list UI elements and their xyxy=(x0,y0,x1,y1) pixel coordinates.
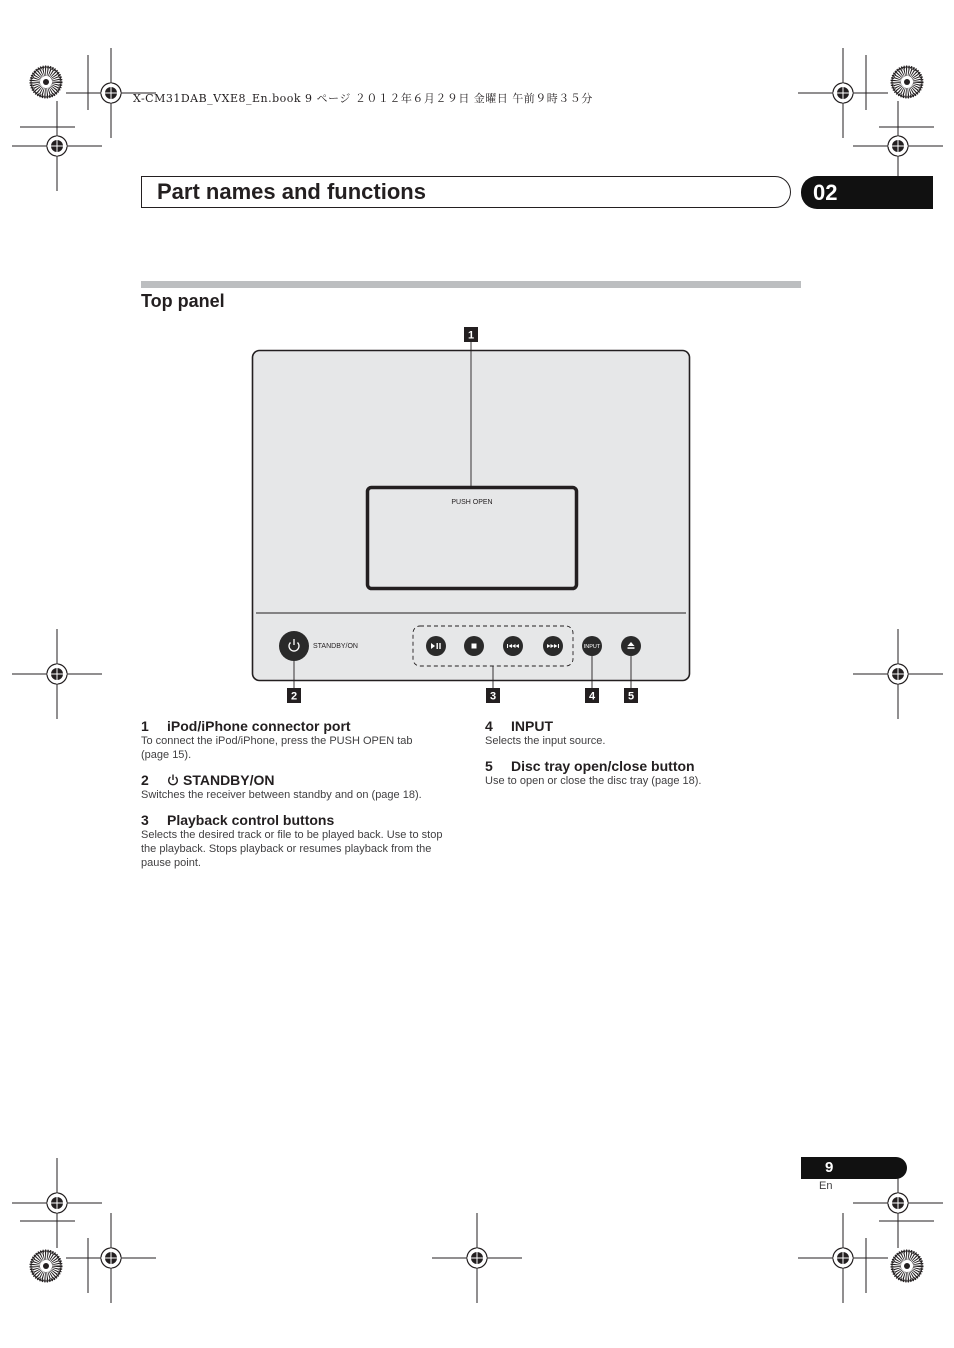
svg-text:2: 2 xyxy=(290,690,298,703)
item-4 xyxy=(485,718,801,748)
item-4-number: 4 xyxy=(485,718,493,734)
section-rule xyxy=(141,281,801,288)
item-3-description: Selects the desired track or file to be played back. Use to stop the playback. Stops playback or resumes playback from the pause point. xyxy=(141,829,443,869)
chapter-title: Part names and functions xyxy=(157,179,426,204)
skip-back-button[interactable] xyxy=(503,636,523,656)
skip-forward-button[interactable] xyxy=(543,636,563,656)
callout-1 xyxy=(464,327,478,342)
item-2-number: 2 xyxy=(141,772,149,788)
svg-text:1: 1 xyxy=(467,329,475,342)
item-4-title-row xyxy=(485,718,801,734)
item-1-number: 1 xyxy=(141,718,149,734)
section-heading: Top panel xyxy=(141,291,225,311)
input-button-label: INPUT xyxy=(583,644,601,650)
registration-star-bottom-left xyxy=(31,1251,61,1281)
item-5-title-row xyxy=(485,758,801,774)
item-5-title: Disc tray open/close button xyxy=(511,758,695,774)
svg-text:3: 3 xyxy=(489,690,497,703)
item-1 xyxy=(141,718,471,762)
svg-text:4: 4 xyxy=(588,690,596,703)
input-button[interactable] xyxy=(582,636,602,656)
push-open-label: PUSH OPEN xyxy=(451,499,493,506)
chapter-title-bar xyxy=(141,176,791,208)
item-3-title-row xyxy=(141,812,471,828)
registration-star-top-right xyxy=(892,67,922,97)
stop-icon xyxy=(472,644,477,649)
page-number-tab xyxy=(801,1157,907,1179)
item-3-title: Playback control buttons xyxy=(167,812,335,828)
item-4-description: Selects the input source. xyxy=(485,735,606,747)
item-5-description: Use to open or close the disc tray (page 18). xyxy=(485,775,702,787)
standby-on-button[interactable] xyxy=(279,631,309,661)
item-1-description: To connect the iPod/iPhone, press the PUSH OPEN tab (page 15). xyxy=(141,735,413,761)
svg-text:5: 5 xyxy=(627,690,635,703)
item-3-number: 3 xyxy=(141,812,149,828)
item-2 xyxy=(141,772,471,802)
item-2-title-row xyxy=(141,772,471,788)
top-panel-diagram xyxy=(240,320,710,710)
page-number: 9 xyxy=(825,1159,834,1176)
callout-5 xyxy=(624,688,638,703)
callout-4 xyxy=(585,688,599,703)
item-5 xyxy=(485,758,801,788)
chapter-number-tab xyxy=(801,176,933,209)
item-5-number: 5 xyxy=(485,758,493,774)
item-2-description: Switches the receiver between standby and on (page 18). xyxy=(141,789,422,801)
play-pause-button[interactable] xyxy=(426,636,446,656)
item-2-title: STANDBY/ON xyxy=(183,772,275,788)
standby-on-label: STANDBY/ON xyxy=(313,643,358,650)
page-language: En xyxy=(819,1180,833,1192)
power-icon xyxy=(167,774,179,786)
chapter-number: 02 xyxy=(813,180,838,205)
item-1-title: iPod/iPhone connector port xyxy=(167,718,351,734)
item-3 xyxy=(141,812,471,870)
eject-button[interactable] xyxy=(621,636,641,656)
print-header: X-CM31DAB_VXE8_En.book 9 ページ ２０１２年６月２９日 金曜日 午前９時３５分 xyxy=(133,92,593,105)
registration-star-bottom-right xyxy=(892,1251,922,1281)
registration-star-top-left xyxy=(31,67,61,97)
stop-button[interactable] xyxy=(464,636,484,656)
callout-3 xyxy=(486,688,500,703)
callout-2 xyxy=(287,688,301,703)
item-1-title-row xyxy=(141,718,471,734)
item-4-title: INPUT xyxy=(511,718,553,734)
